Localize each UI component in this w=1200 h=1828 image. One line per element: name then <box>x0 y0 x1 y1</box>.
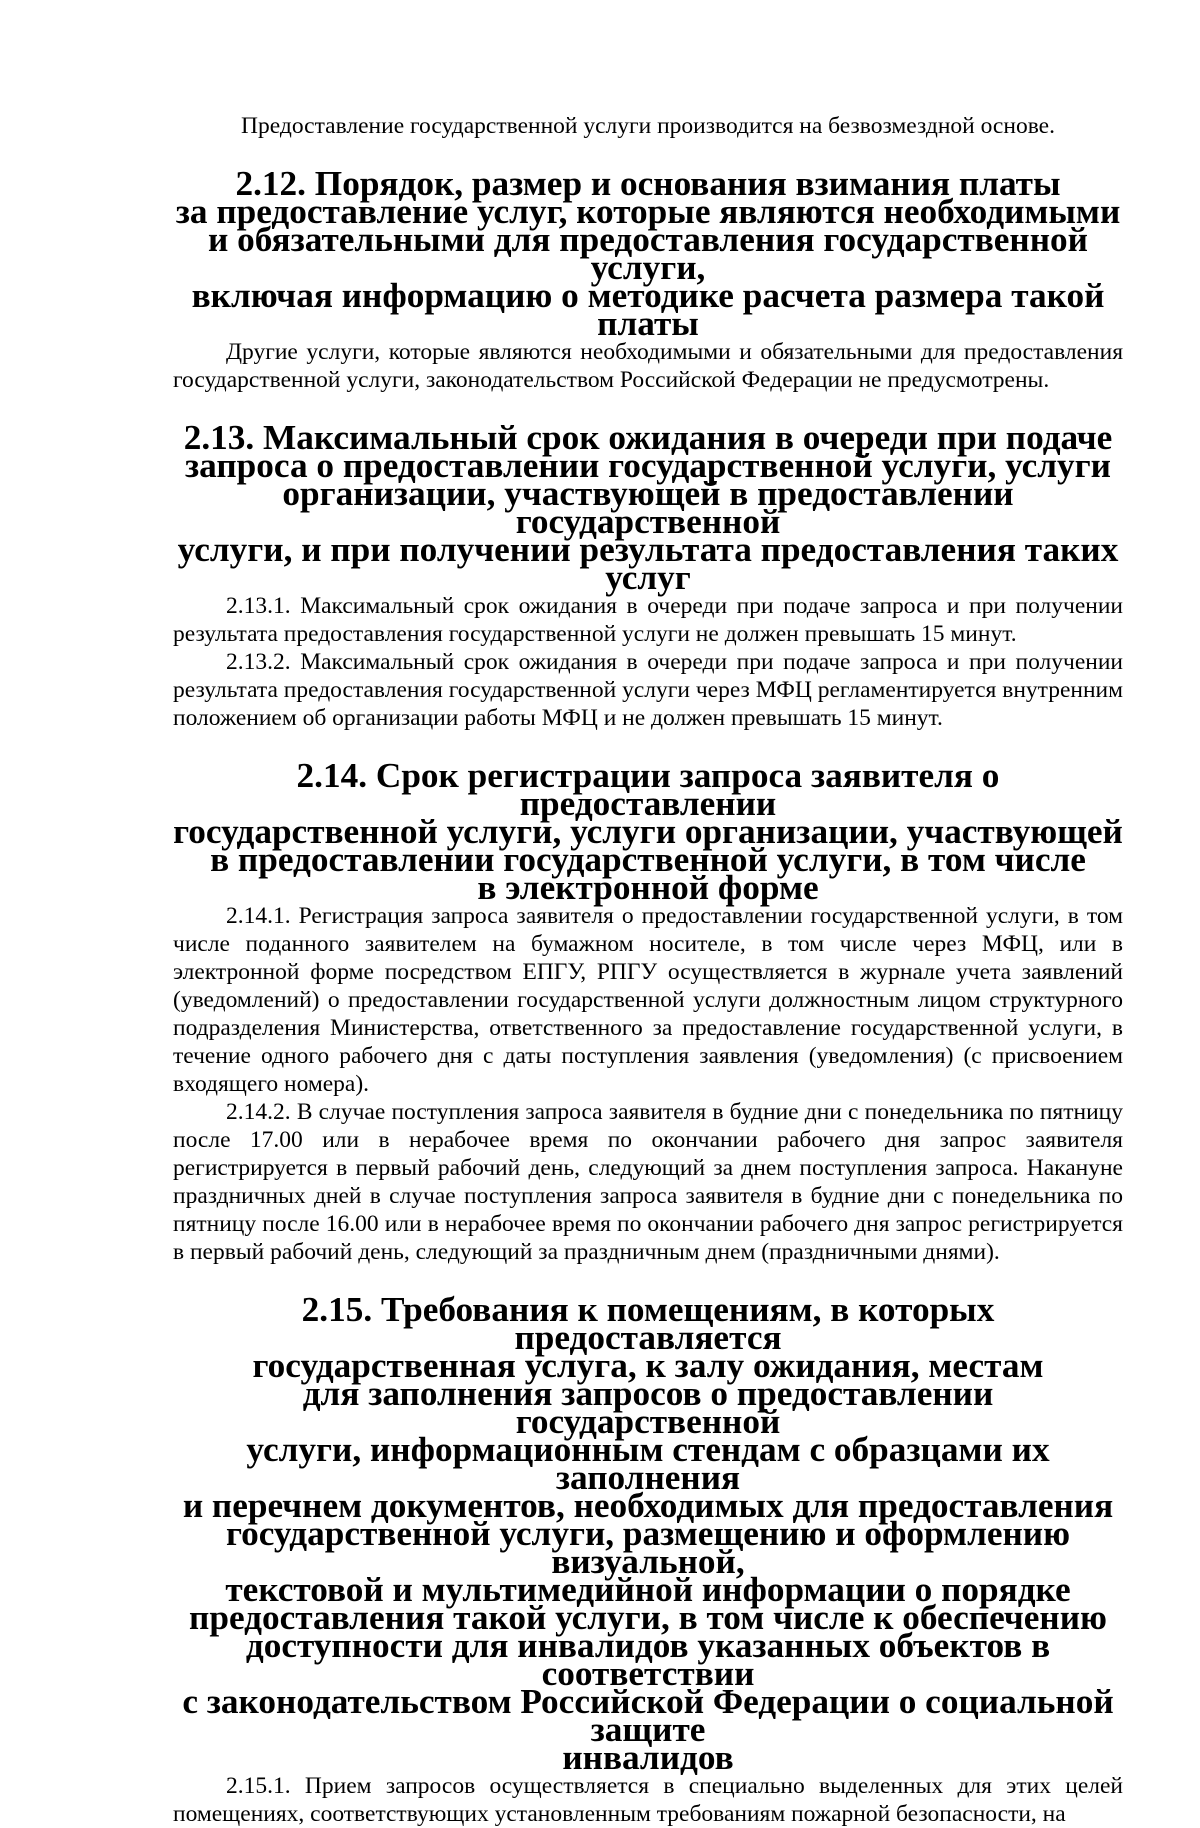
heading-line: инвалидов <box>562 1738 734 1777</box>
section-2-12-paragraph: Другие услуги, которые являются необходимыми и обязательными для предоставления государственной услуги, законодательством Российской Федерации не предусмотрены. <box>173 339 1123 393</box>
heading-line: государственной услуги, услуги организации, участвующей <box>173 812 1123 851</box>
heading-line: с законодательством Российской Федерации о социальной защите <box>182 1682 1114 1749</box>
heading-line: государственной услуги, размещению и оформлению визуальной, <box>225 1514 1071 1581</box>
heading-line: 2.13. Максимальный срок ожидания в очереди при подаче <box>183 418 1113 457</box>
heading-line: государственная услуга, к залу ожидания, местам <box>252 1346 1044 1385</box>
heading-line: текстовой и мультимедийной информации о порядке <box>225 1570 1071 1609</box>
heading-line: 2.14. Срок регистрации запроса заявителя о предоставлении <box>296 756 1000 823</box>
paragraph-2-14-1: 2.14.1. Регистрация запроса заявителя о предоставлении государственной услуги, в том числе поданного заявителем на бумажном носителе, в том числе через МФЦ, или в электронной форме посредством ЕПГУ, РПГУ осуществляется в журнале учета заявлений (уведомлений) о предоставлении государственной услуги должностным лицом структурного подразделения Министерства, ответственного за предоставление государственной услуги, в течение одного рабочего дня с даты поступления заявления (уведомления) (с присвоением входящего номера). <box>173 903 1123 1097</box>
heading-line: 2.12. Порядок, размер и основания взимания платы <box>235 164 1061 203</box>
heading-line: включая информацию о методике расчета размера такой платы <box>191 276 1105 343</box>
heading-line: 2.15. Требования к помещениям, в которых предоставляется <box>301 1290 995 1357</box>
heading-line: для заполнения запросов о предоставлении государственной <box>302 1374 994 1441</box>
heading-line: и перечнем документов, необходимых для предоставления <box>182 1486 1114 1525</box>
heading-line: доступности для инвалидов указанных объектов в соответствии <box>245 1626 1051 1693</box>
heading-line: запроса о предоставлении государственной услуги, услуги <box>185 446 1111 485</box>
heading-line: услуг <box>605 558 691 597</box>
paragraph-2-14-2: 2.14.2. В случае поступления запроса заявителя в будние дни с понедельника по пятницу после 17.00 или в нерабочее время по окончании рабочего дня запрос заявителя регистрируется в первый рабочий день, следующий за днем поступления запроса. Накануне праздничных дней в случае поступления запроса заявителя в будние дни с понедельника по пятницу после 16.00 или в нерабочее время по окончании рабочего дня запрос регистрируется в первый рабочий день, следующий за праздничным днем (праздничными днями). <box>173 1099 1123 1265</box>
heading-line: организации, участвующей в предоставлении государственной <box>282 474 1014 541</box>
heading-line: услуги, и при получении результата предоставления таких <box>177 530 1119 569</box>
heading-line: предоставления такой услуги, в том числе к обеспечению <box>189 1598 1107 1637</box>
intro-text: Предоставление государственной услуги производится на безвозмездной основе. <box>241 113 1055 139</box>
section-2-14-heading <box>173 756 1123 907</box>
section-2-12-heading <box>173 164 1123 343</box>
heading-line: и обязательными для предоставления государственной услуги, <box>208 220 1088 287</box>
heading-line: в предоставлении государственной услуги, в том числе <box>210 840 1086 879</box>
heading-line: за предоставление услуг, которые являются необходимыми <box>175 192 1121 231</box>
section-2-15-heading <box>173 1290 1123 1777</box>
heading-line: в электронной форме <box>477 868 819 907</box>
heading-line: услуги, информационным стендам с образцами их заполнения <box>246 1430 1050 1497</box>
paragraph-2-13-2: 2.13.2. Максимальный срок ожидания в очереди при подаче запроса и при получении результата предоставления государственной услуги через МФЦ регламентируется внутренним положением об организации работы МФЦ и не должен превышать 15 минут. <box>173 649 1123 731</box>
section-2-13-heading <box>173 418 1123 597</box>
paragraph-2-15-1: 2.15.1. Прием запросов осуществляется в специально выделенных для этих целей помещениях, соответствующих установленным требованиям пожарной безопасности, на <box>173 1773 1123 1827</box>
paragraph-2-13-1: 2.13.1. Максимальный срок ожидания в очереди при подаче запроса и при получении результата предоставления государственной услуги не должен превышать 15 минут. <box>173 593 1123 647</box>
document-page <box>173 112 1123 1828</box>
